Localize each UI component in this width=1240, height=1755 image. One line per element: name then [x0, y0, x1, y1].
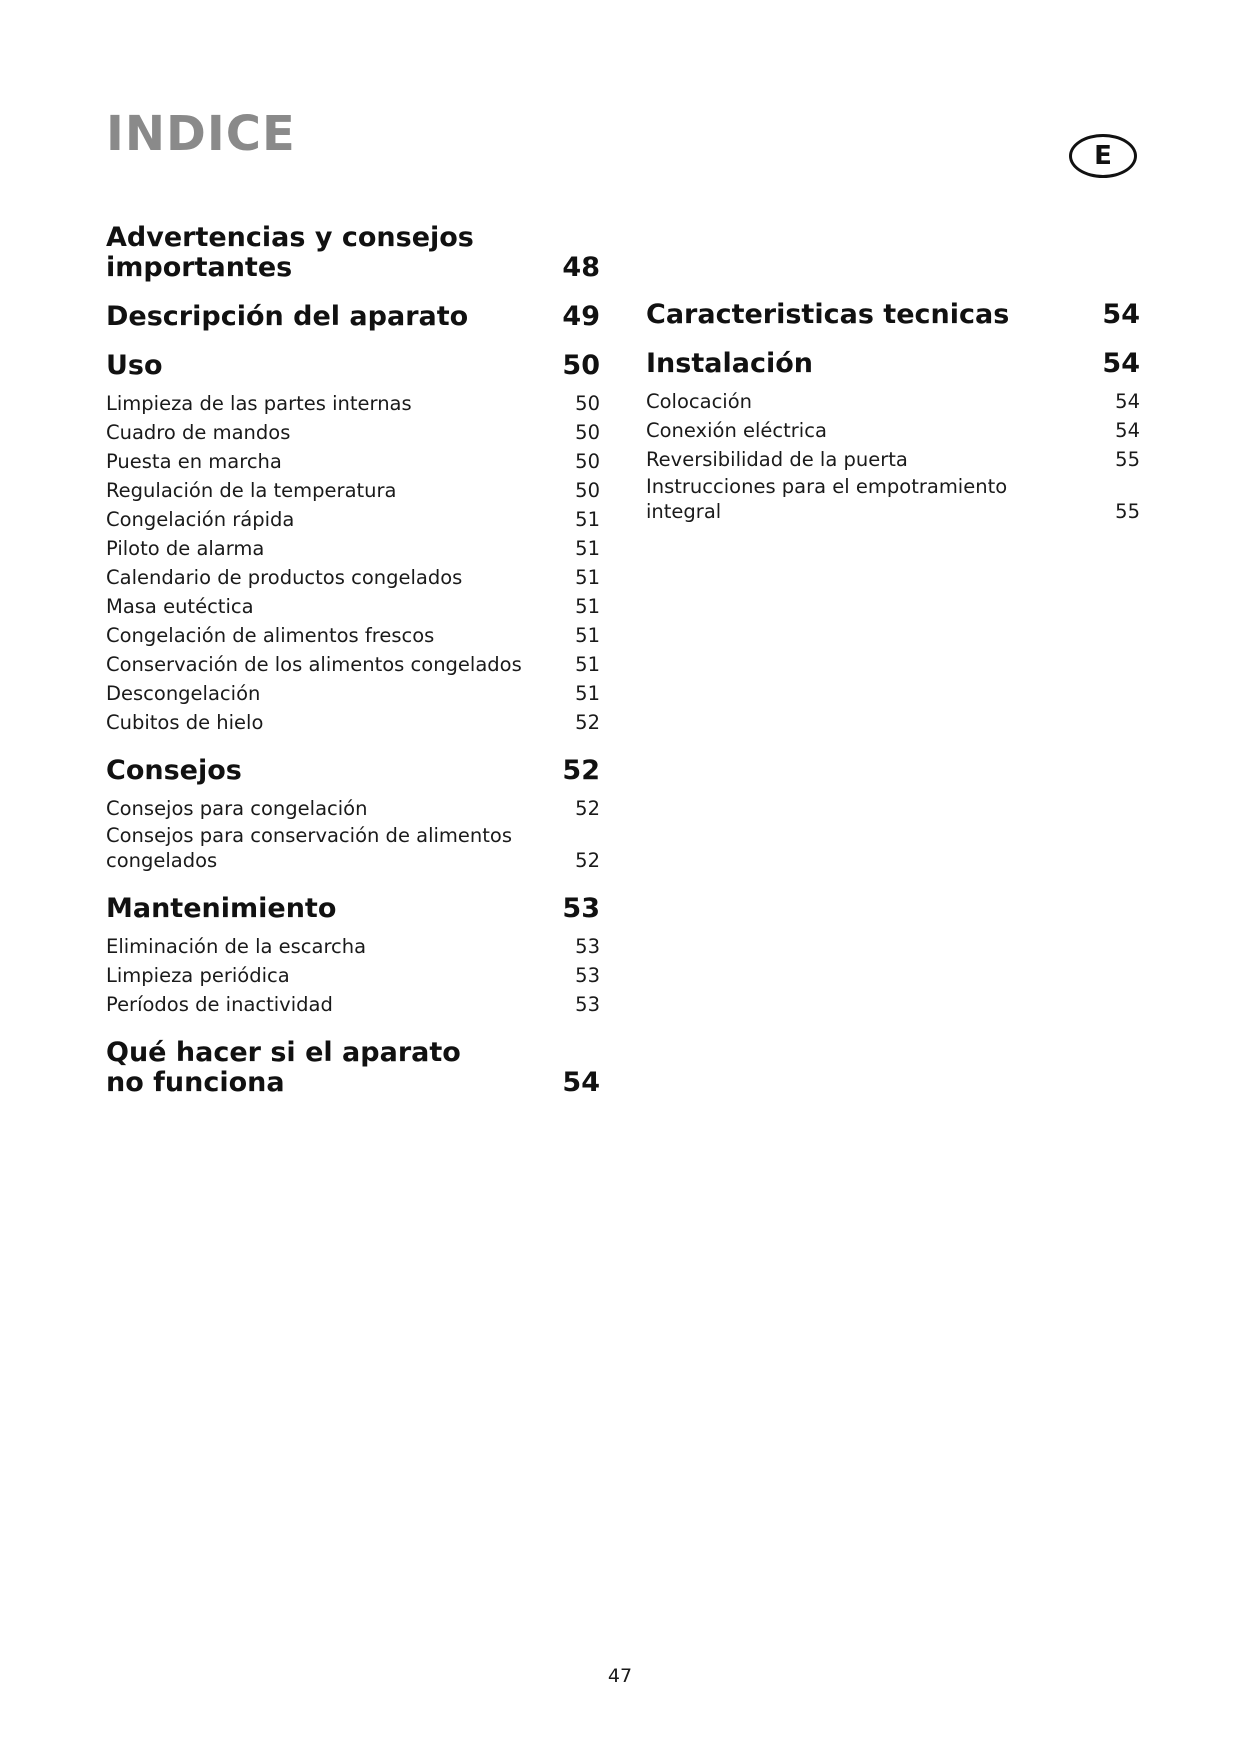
entry-page-number: 50 — [575, 479, 600, 502]
section-page-number: 54 — [1102, 348, 1140, 379]
page-number: 47 — [607, 1665, 633, 1687]
toc-section-heading[interactable] — [106, 1038, 600, 1098]
page-title: INDICE — [106, 106, 296, 162]
entry-page-number: 51 — [575, 595, 600, 618]
toc-entry[interactable] — [106, 990, 600, 1019]
entry-page-number: 55 — [1115, 448, 1140, 471]
toc-entry[interactable] — [646, 445, 1140, 474]
entry-label: Cuadro de mandos — [106, 421, 291, 444]
toc-entry[interactable] — [646, 387, 1140, 416]
entry-page-number: 55 — [1115, 500, 1140, 523]
toc-section-heading[interactable] — [646, 300, 1140, 330]
entry-label: Congelación rápida — [106, 508, 295, 531]
entry-page-number: 50 — [575, 392, 600, 415]
toc-entry[interactable] — [106, 476, 600, 505]
entry-label: Calendario de productos congelados — [106, 566, 463, 589]
toc-entry[interactable] — [106, 794, 600, 823]
entry-page-number: 52 — [575, 797, 600, 820]
entry-label: Conservación de los alimentos congelados — [106, 653, 522, 676]
toc-section-heading[interactable] — [106, 302, 600, 332]
entry-label: Limpieza periódica — [106, 964, 290, 987]
section-title: Consejos — [106, 755, 242, 786]
section-page-number: 49 — [562, 301, 600, 332]
toc-entry[interactable] — [106, 563, 600, 592]
toc-entry[interactable] — [106, 505, 600, 534]
section-page-number: 53 — [562, 893, 600, 924]
entry-label: Eliminación de la escarcha — [106, 935, 367, 958]
toc-entry[interactable] — [106, 447, 600, 476]
entry-label: Colocación — [646, 390, 752, 413]
toc-section-heading[interactable] — [106, 894, 600, 924]
entry-page-number: 53 — [575, 935, 600, 958]
toc-left-column — [106, 223, 600, 1106]
entry-label: Períodos de inactividad — [106, 993, 333, 1016]
entry-page-number: 51 — [575, 682, 600, 705]
toc-entry[interactable] — [106, 418, 600, 447]
section-title: Caracteristicas tecnicas — [646, 299, 1010, 330]
section-page-number: 54 — [1102, 299, 1140, 330]
toc-entry[interactable] — [106, 679, 600, 708]
toc-entry[interactable] — [106, 708, 600, 737]
section-title: Advertencias y consejos importantes — [106, 222, 474, 283]
entry-label: Limpieza de las partes internas — [106, 392, 412, 415]
section-page-number: 52 — [562, 755, 600, 786]
entry-page-number: 51 — [575, 537, 600, 560]
entry-label: Consejos para congelación — [106, 797, 368, 820]
toc-section-heading[interactable] — [106, 351, 600, 381]
toc-entry[interactable] — [106, 592, 600, 621]
entry-label: Masa eutéctica — [106, 595, 254, 618]
toc-section-heading[interactable] — [646, 349, 1140, 379]
language-badge: E — [1069, 134, 1137, 178]
entry-page-number: 50 — [575, 450, 600, 473]
entry-label: Regulación de la temperatura — [106, 479, 397, 502]
entry-page-number: 50 — [575, 421, 600, 444]
entry-page-number: 51 — [575, 566, 600, 589]
toc-entry[interactable] — [106, 389, 600, 418]
entry-label: Consejos para conservación de alimentos congelados — [106, 824, 513, 872]
toc-entry[interactable] — [106, 534, 600, 563]
toc-entry[interactable] — [106, 621, 600, 650]
entry-page-number: 51 — [575, 653, 600, 676]
entry-page-number: 53 — [575, 993, 600, 1016]
entry-label: Instrucciones para el empotramiento integral — [646, 475, 1008, 523]
entry-label: Cubitos de hielo — [106, 711, 264, 734]
section-page-number: 48 — [562, 252, 600, 283]
toc-right-column — [646, 300, 1140, 526]
toc-entry[interactable] — [106, 932, 600, 961]
toc-entry[interactable] — [646, 416, 1140, 445]
toc-entry[interactable] — [646, 474, 1140, 526]
entry-label: Congelación de alimentos frescos — [106, 624, 435, 647]
entry-page-number: 54 — [1115, 390, 1140, 413]
entry-label: Reversibilidad de la puerta — [646, 448, 908, 471]
entry-label: Piloto de alarma — [106, 537, 265, 560]
section-title: Uso — [106, 350, 163, 381]
section-page-number: 50 — [562, 350, 600, 381]
section-title: Instalación — [646, 348, 813, 379]
section-title: Mantenimiento — [106, 893, 337, 924]
entry-page-number: 52 — [575, 849, 600, 872]
toc-section-heading[interactable] — [106, 756, 600, 786]
entry-label: Descongelación — [106, 682, 261, 705]
section-title: Descripción del aparato — [106, 301, 469, 332]
entry-page-number: 51 — [575, 624, 600, 647]
section-page-number: 54 — [562, 1067, 600, 1098]
toc-entry[interactable] — [106, 961, 600, 990]
toc-entry[interactable] — [106, 823, 600, 875]
entry-label: Conexión eléctrica — [646, 419, 827, 442]
toc-entry[interactable] — [106, 650, 600, 679]
entry-page-number: 53 — [575, 964, 600, 987]
entry-page-number: 54 — [1115, 419, 1140, 442]
section-title: Qué hacer si el aparato no funciona — [106, 1037, 461, 1098]
entry-label: Puesta en marcha — [106, 450, 282, 473]
toc-section-heading[interactable] — [106, 223, 600, 283]
entry-page-number: 52 — [575, 711, 600, 734]
entry-page-number: 51 — [575, 508, 600, 531]
